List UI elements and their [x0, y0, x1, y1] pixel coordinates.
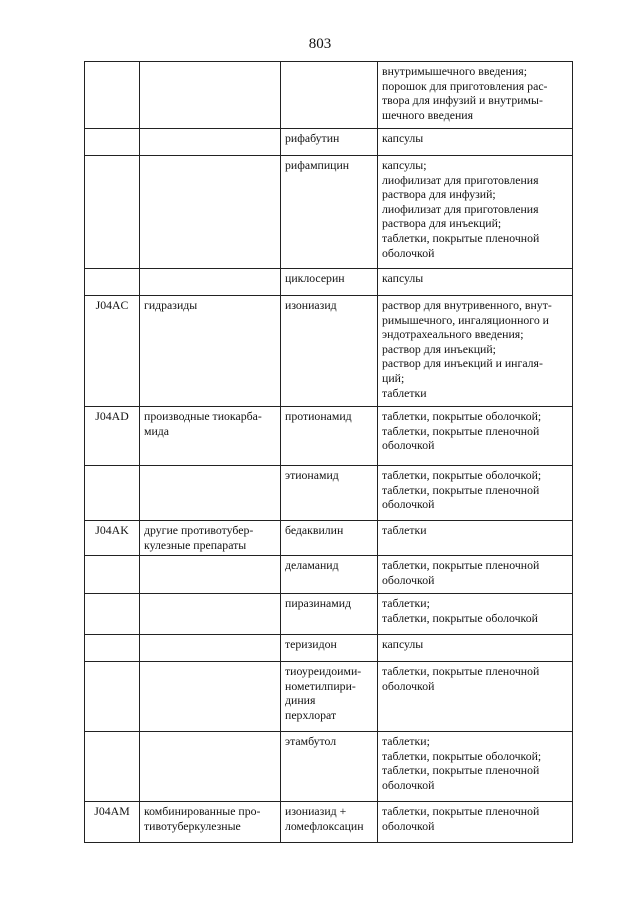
drug-name-cell: [281, 269, 378, 296]
dosage-form-text: таблетки, покрытые оболочкой; таблетки, покрытые пленочной оболочкой: [382, 468, 542, 512]
dosage-form-cell: [378, 732, 573, 802]
dosage-form-text: таблетки, покрытые пленочной оболочкой: [382, 558, 540, 587]
group-name-cell: [140, 269, 281, 296]
atc-code-cell: [85, 296, 140, 407]
group-name-cell: [140, 521, 281, 556]
table-row: [85, 662, 573, 732]
dosage-form-text: капсулы: [382, 131, 424, 145]
drug-name-text: изониазид: [285, 298, 337, 312]
dosage-form-text: таблетки, покрытые оболочкой; таблетки, покрытые пленочной оболочкой: [382, 409, 542, 453]
atc-code-text: J04AC: [95, 298, 129, 312]
group-name-cell: [140, 732, 281, 802]
atc-code-cell: [85, 407, 140, 466]
drug-table: [84, 61, 573, 843]
dosage-form-cell: [378, 662, 573, 732]
table-row: [85, 129, 573, 156]
dosage-form-text: таблетки: [382, 523, 427, 537]
drug-name-text: деламанид: [285, 558, 339, 573]
drug-name-cell: [281, 62, 378, 129]
dosage-form-cell: [378, 296, 573, 407]
dosage-form-text: внутримышечного введения; порошок для приготовления рас- твора для инфузий и внутримы- шечного введения: [382, 64, 548, 122]
dosage-form-text: капсулы: [382, 271, 424, 285]
group-name-cell: [140, 466, 281, 521]
drug-name-text: бедаквилин: [285, 523, 344, 537]
page-number: 803: [308, 36, 332, 52]
table-row: [85, 296, 573, 407]
table-row: [85, 156, 573, 269]
drug-name-cell: [281, 296, 378, 407]
drug-name-text: тиоуреидоими- нометилпири- диния перхлорат: [285, 664, 362, 722]
drug-name-cell: [281, 635, 378, 662]
table-row: [85, 521, 573, 556]
group-name-cell: [140, 662, 281, 732]
group-name-cell: [140, 296, 281, 407]
drug-name-text: рифабутин: [285, 131, 340, 145]
drug-name-cell: [281, 594, 378, 635]
atc-code-text: J04AK: [95, 523, 129, 537]
atc-code-cell: [85, 732, 140, 802]
dosage-form-cell: [378, 594, 573, 635]
drug-name-text: протионамид: [285, 409, 352, 423]
drug-name-cell: [281, 802, 378, 843]
table-row: [85, 802, 573, 843]
atc-code-cell: [85, 556, 140, 594]
table-row: [85, 594, 573, 635]
atc-code-cell: [85, 269, 140, 296]
dosage-form-cell: [378, 635, 573, 662]
group-name-text: комбинированные про- тивотуберкулезные: [144, 804, 261, 833]
dosage-form-cell: [378, 802, 573, 843]
group-name-cell: [140, 556, 281, 594]
drug-name-text: изониазид + ломефлоксацин: [285, 804, 364, 833]
group-name-cell: [140, 156, 281, 269]
atc-code-cell: [85, 129, 140, 156]
atc-code-text: J04AD: [95, 409, 129, 423]
atc-code-cell: [85, 802, 140, 843]
dosage-form-text: таблетки; таблетки, покрытые оболочкой; таблетки, покрытые пленочной оболочкой: [382, 734, 542, 792]
table-row: [85, 732, 573, 802]
atc-code-cell: [85, 594, 140, 635]
drug-name-text: этионамид: [285, 468, 339, 482]
dosage-form-cell: [378, 466, 573, 521]
atc-code-cell: [85, 466, 140, 521]
dosage-form-cell: [378, 521, 573, 556]
table-row: [85, 635, 573, 662]
drug-name-text: этамбутол: [285, 734, 337, 749]
dosage-form-text: таблетки; таблетки, покрытые оболочкой: [382, 596, 538, 625]
atc-code-cell: [85, 662, 140, 732]
group-name-cell: [140, 407, 281, 466]
dosage-form-cell: [378, 407, 573, 466]
table-row: [85, 62, 573, 129]
group-name-cell: [140, 635, 281, 662]
atc-code-cell: [85, 521, 140, 556]
group-name-cell: [140, 62, 281, 129]
atc-code-text: J04AM: [94, 804, 130, 819]
drug-name-text: теризидон: [285, 637, 337, 652]
drug-name-text: циклосерин: [285, 271, 345, 285]
drug-name-text: рифампицин: [285, 158, 350, 172]
dosage-form-text: капсулы: [382, 637, 424, 652]
dosage-form-text: таблетки, покрытые пленочной оболочкой: [382, 664, 540, 693]
group-name-cell: [140, 802, 281, 843]
table-row: [85, 556, 573, 594]
drug-name-text: пиразинамид: [285, 596, 352, 611]
drug-name-cell: [281, 407, 378, 466]
dosage-form-cell: [378, 269, 573, 296]
dosage-form-text: раствор для внутривенного, внут- римышечного, ингаляционного и эндотрахеального введения; раствор для инъекций; раствор для инъекций и ингаля- ций; таблетки: [382, 298, 552, 400]
drug-name-cell: [281, 521, 378, 556]
group-name-text: производные тиокарба- мида: [144, 409, 262, 438]
drug-name-cell: [281, 156, 378, 269]
group-name-text: гидразиды: [144, 298, 198, 312]
group-name-text: другие противотубер- кулезные препараты: [144, 523, 254, 552]
dosage-form-text: капсулы; лиофилизат для приготовления раствора для инфузий; лиофилизат для приготовления раствора для инъекций; таблетки, покрытые пленочной оболочкой: [382, 158, 540, 260]
table-row: [85, 407, 573, 466]
dosage-form-cell: [378, 62, 573, 129]
drug-name-cell: [281, 466, 378, 521]
group-name-cell: [140, 129, 281, 156]
table-row: [85, 466, 573, 521]
drug-name-cell: [281, 662, 378, 732]
dosage-form-cell: [378, 156, 573, 269]
dosage-form-cell: [378, 129, 573, 156]
drug-name-cell: [281, 732, 378, 802]
drug-name-cell: [281, 129, 378, 156]
table-body: [85, 62, 573, 843]
dosage-form-text: таблетки, покрытые пленочной оболочкой: [382, 804, 540, 833]
group-name-cell: [140, 594, 281, 635]
table-row: [85, 269, 573, 296]
atc-code-cell: [85, 62, 140, 129]
atc-code-cell: [85, 156, 140, 269]
drug-name-cell: [281, 556, 378, 594]
dosage-form-cell: [378, 556, 573, 594]
atc-code-cell: [85, 635, 140, 662]
